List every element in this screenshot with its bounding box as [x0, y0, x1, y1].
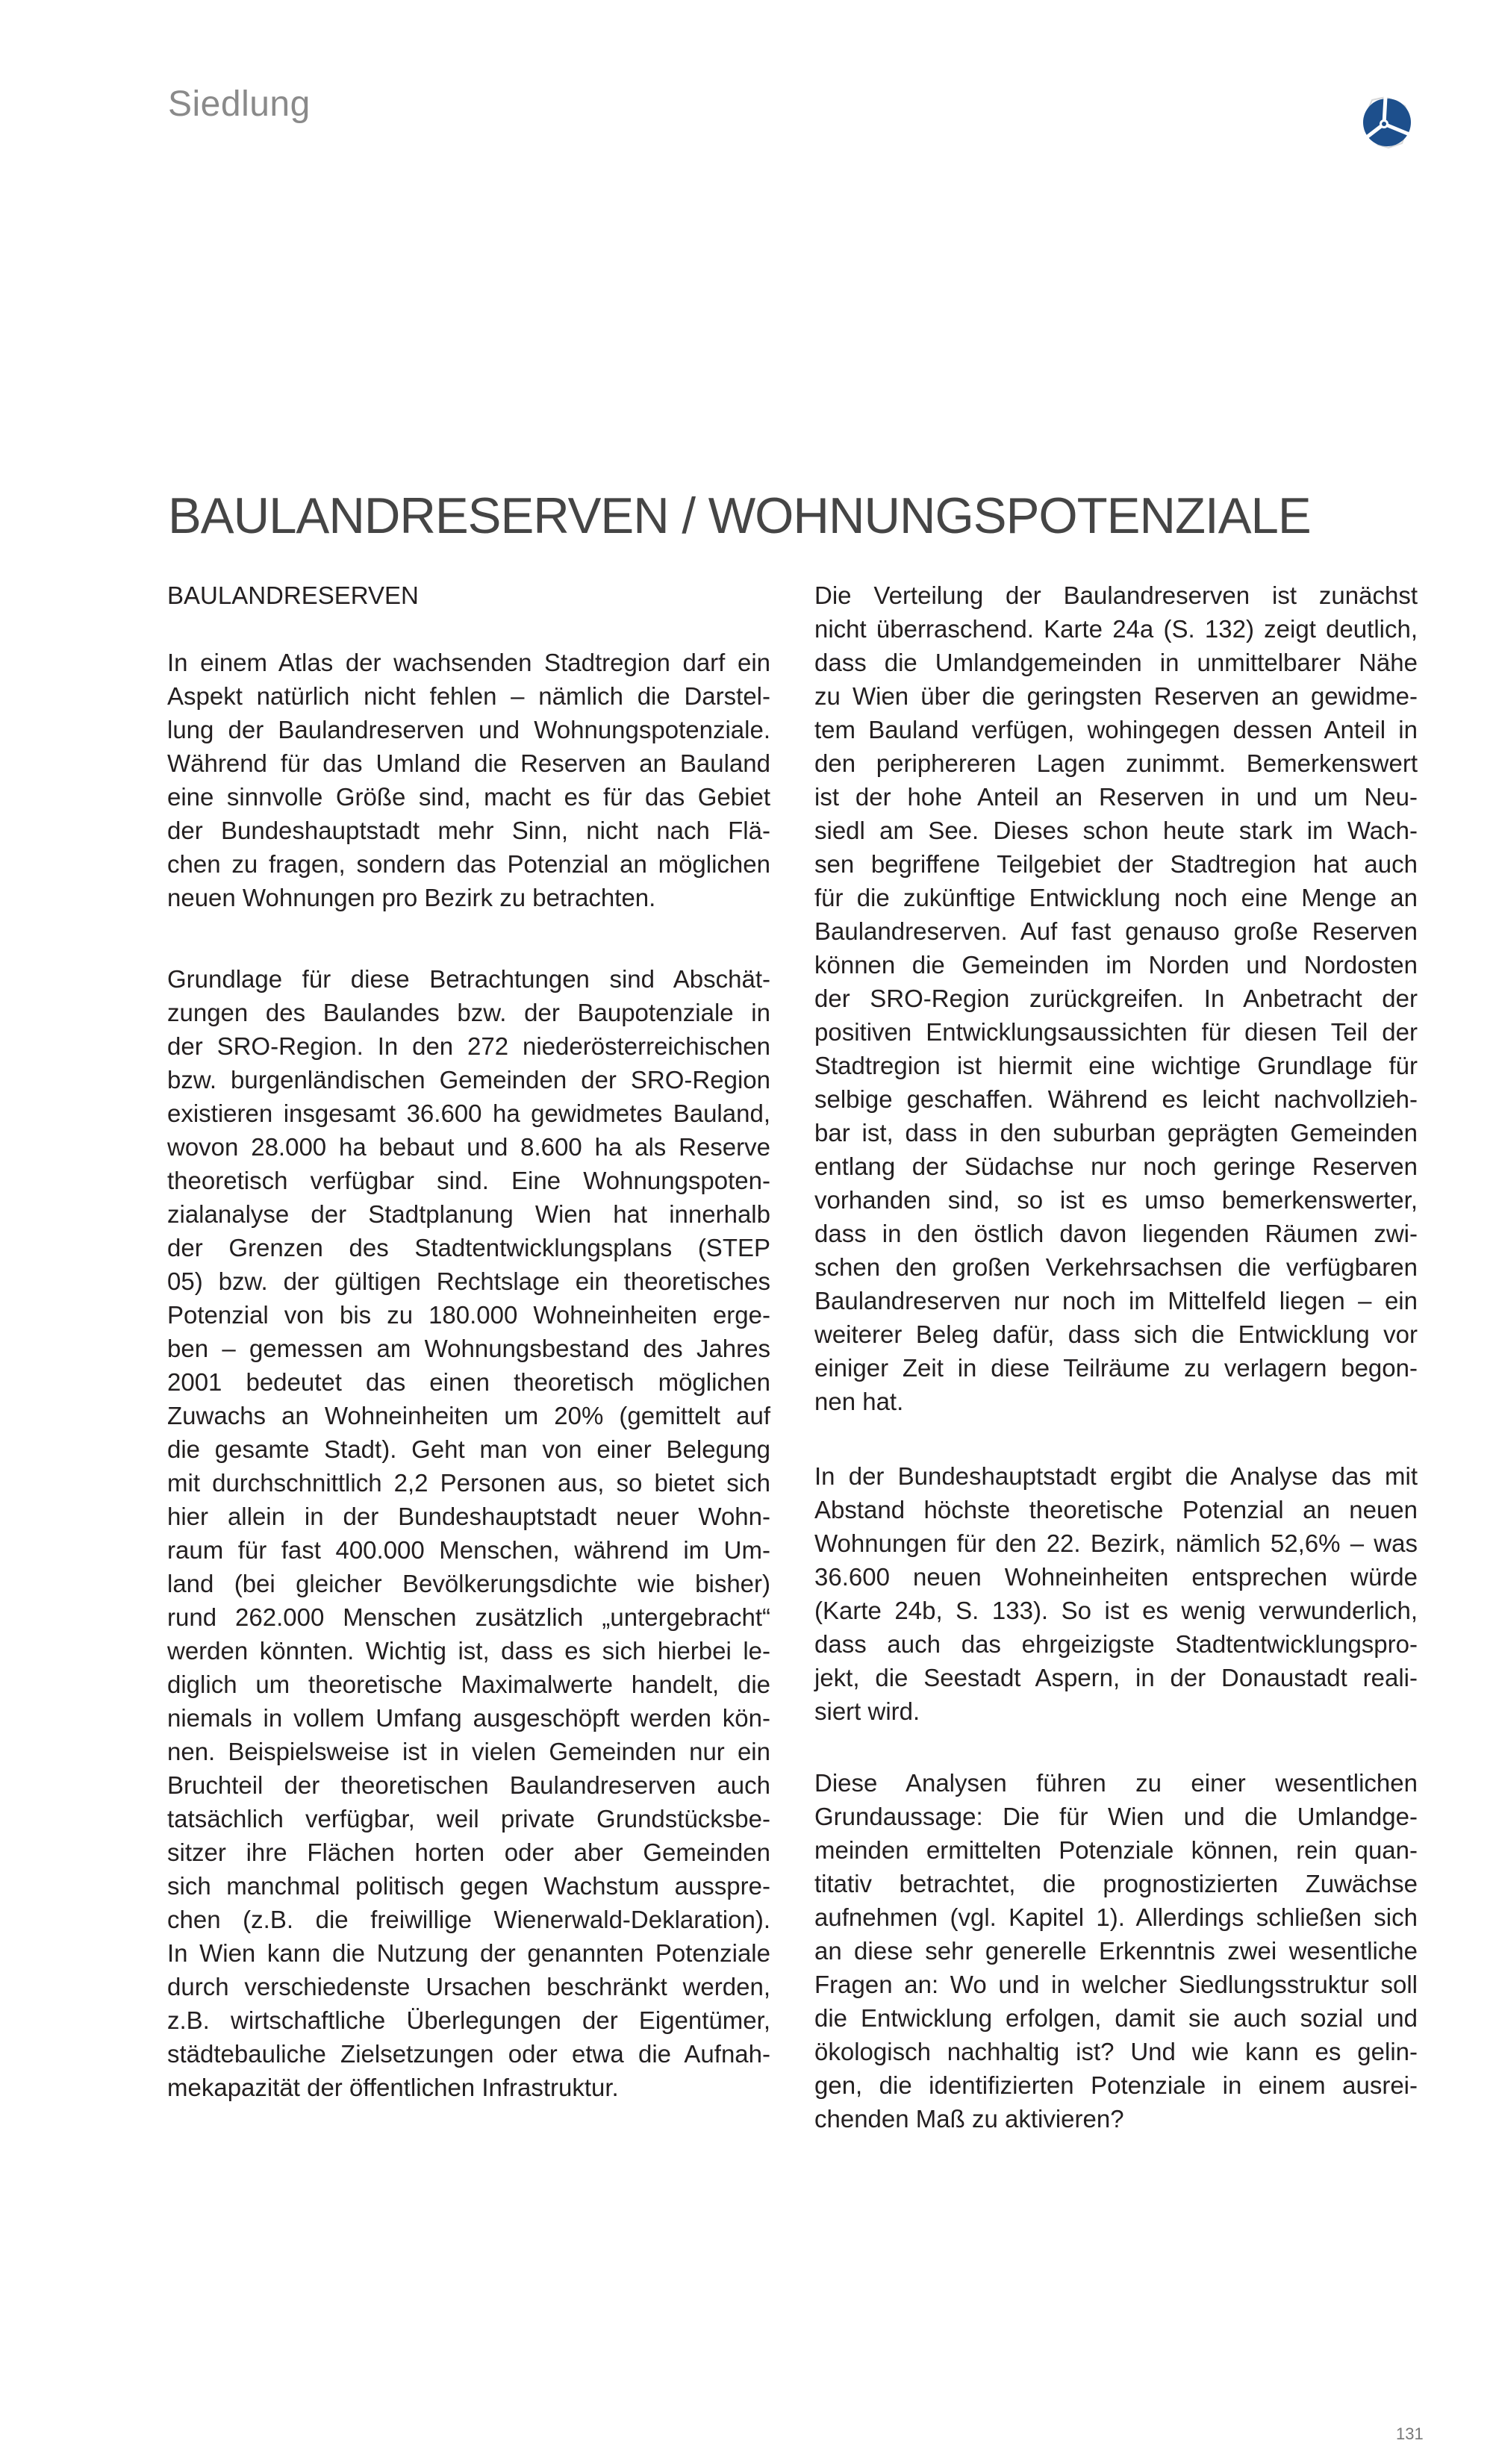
text-line: chenden Maß zu aktivieren?	[814, 2105, 1124, 2133]
section-label: Siedlung	[168, 84, 311, 124]
page-number: 131	[1396, 2424, 1424, 2443]
logo-icon	[1350, 84, 1424, 158]
text-line: durch verschiedenste Ursachen beschränkt werden,	[167, 1973, 770, 2000]
text-line: wovon 28.000 ha bebaut und 8.600 ha als Reserve	[167, 1133, 770, 1161]
text-line: schen den großen Verkehrsachsen die verfügbaren	[814, 1253, 1418, 1281]
text-line: mekapazität der öffentlichen Infrastruktur.	[167, 2074, 619, 2101]
text-line: der SRO-Region zurückgreifen. In Anbetracht der	[814, 985, 1418, 1012]
text-line: an diese sehr generelle Erkenntnis zwei wesentliche	[814, 1937, 1418, 1965]
text-line: Die Verteilung der Baulandreserven ist zunächst	[814, 581, 1418, 609]
text-line: Baulandreserven. Auf fast genauso große Reserven	[814, 917, 1418, 945]
text-line: nicht überraschend. Karte 24a (S. 132) zeigt deutlich,	[814, 615, 1418, 643]
text-line: Grundaussage: Die für Wien und die Umlandge-	[814, 1803, 1418, 1830]
paragraph	[814, 1459, 1418, 1728]
text-line: gen, die identifizierten Potenziale in einem ausrei-	[814, 2071, 1418, 2099]
text-line: (Karte 24b, S. 133). So ist es wenig verwunderlich,	[814, 1597, 1418, 1624]
text-line: Diese Analysen führen zu einer wesentlichen	[814, 1769, 1418, 1797]
text-line: dass in den östlich davon liegenden Räumen zwi-	[814, 1220, 1418, 1247]
text-line: dass die Umlandgemeinden in unmittelbarer Nähe	[814, 649, 1418, 676]
text-line: entlang der Südachse nur noch geringe Reserven	[814, 1153, 1418, 1180]
text-line: der Grenzen des Stadtentwicklungsplans (STEP	[167, 1234, 770, 1261]
text-line: Während für das Umland die Reserven an Bauland	[167, 749, 770, 777]
text-line: dass auch das ehrgeizigste Stadtentwicklungspro-	[814, 1630, 1418, 1658]
text-line: weiterer Beleg dafür, dass sich die Entwicklung vor	[814, 1320, 1418, 1348]
text-line: 05) bzw. der gültigen Rechtslage ein theoretisches	[167, 1267, 770, 1295]
text-line: der SRO-Region. In den 272 niederösterreichischen	[167, 1032, 770, 1060]
text-line: In einem Atlas der wachsenden Stadtregion darf ein	[167, 649, 770, 676]
text-line: lung der Baulandreserven und Wohnungspotenziale.	[167, 716, 770, 743]
text-line: 2001 bedeutet das einen theoretisch möglichen	[167, 1368, 770, 1396]
paragraph	[814, 578, 1418, 1418]
text-line: den periphereren Lagen zunimmt. Bemerkenswert	[814, 749, 1418, 777]
text-line: für die zukünftige Entwicklung noch eine Menge an	[814, 884, 1418, 911]
text-line: der Bundeshauptstadt mehr Sinn, nicht nach Flä-	[167, 817, 770, 844]
text-line: neuen Wohnungen pro Bezirk zu betrachten.	[167, 884, 656, 911]
text-line: zu Wien über die geringsten Reserven an gewidme-	[814, 682, 1418, 710]
text-line: sen begriffene Teilgebiet der Stadtregion hat auch	[814, 850, 1418, 878]
text-line: raum für fast 400.000 Menschen, während im Um-	[167, 1536, 770, 1564]
text-line: Bruchteil der theoretischen Baulandreserven auch	[167, 1771, 770, 1799]
text-line: die gesamte Stadt). Geht man von einer Belegung	[167, 1435, 770, 1463]
text-line: rund 262.000 Menschen zusätzlich „untergebracht“	[167, 1603, 770, 1631]
text-line: land (bei gleicher Bevölkerungsdichte wie bisher)	[167, 1570, 770, 1597]
text-line: theoretisch verfügbar sind. Eine Wohnungspoten-	[167, 1167, 770, 1194]
text-line: Grundlage für diese Betrachtungen sind Abschät-	[167, 965, 770, 993]
text-line: selbige geschaffen. Während es leicht nachvollzieh-	[814, 1085, 1418, 1113]
text-line: einiger Zeit in diese Teilräume zu verlagern begon-	[814, 1354, 1418, 1382]
text-line: bzw. burgenländischen Gemeinden der SRO-Region	[167, 1066, 770, 1094]
text-line: tem Bauland verfügen, wohingegen dessen Anteil in	[814, 716, 1418, 743]
text-line: In der Bundeshauptstadt ergibt die Analyse das mit	[814, 1462, 1418, 1490]
text-line: ist der hohe Anteil an Reserven in und um Neu-	[814, 783, 1418, 811]
text-line: niemals in vollem Umfang ausgeschöpft werden kön-	[167, 1704, 770, 1732]
text-line: meinden ermittelten Potenziale können, rein quan-	[814, 1836, 1418, 1864]
text-line: sitzer ihre Flächen horten oder aber Gemeinden	[167, 1838, 770, 1866]
text-line: siedl am See. Dieses schon heute stark im Wach-	[814, 817, 1418, 844]
paragraph	[167, 646, 770, 914]
paragraph	[814, 1766, 1418, 2136]
text-line: diglich um theoretische Maximalwerte handelt, die	[167, 1671, 770, 1698]
text-line: Baulandreserven nur noch im Mittelfeld liegen – ein	[814, 1287, 1418, 1314]
text-line: existieren insgesamt 36.600 ha gewidmetes Bauland,	[167, 1100, 770, 1127]
text-line: positiven Entwicklungsaussichten für diesen Teil der	[814, 1018, 1418, 1046]
paragraph	[167, 962, 770, 2104]
text-line: werden könnten. Wichtig ist, dass es sich hierbei le-	[167, 1637, 770, 1665]
text-line: eine sinnvolle Größe sind, macht es für das Gebiet	[167, 783, 770, 811]
text-line: siert wird.	[814, 1697, 920, 1725]
text-line: Zuwachs an Wohneinheiten um 20% (gemittelt auf	[167, 1402, 770, 1429]
text-line: mit durchschnittlich 2,2 Personen aus, so bietet sich	[167, 1469, 770, 1497]
text-line: jekt, die Seestadt Aspern, in der Donaustadt reali-	[814, 1664, 1418, 1691]
text-line: chen zu fragen, sondern das Potenzial an möglichen	[167, 850, 770, 878]
text-line: In Wien kann die Nutzung der genannten Potenziale	[167, 1939, 770, 1967]
text-line: Wohnungen für den 22. Bezirk, nämlich 52,6% – was	[814, 1529, 1418, 1557]
text-line: nen. Beispielsweise ist in vielen Gemeinden nur ein	[167, 1738, 770, 1765]
text-line: ökologisch nachhaltig ist? Und wie kann es gelin-	[814, 2038, 1418, 2065]
text-line: Potenzial von bis zu 180.000 Wohneinheiten erge-	[167, 1301, 770, 1329]
text-line: zialanalyse der Stadtplanung Wien hat innerhalb	[167, 1200, 770, 1228]
text-line: zungen des Baulandes bzw. der Baupotenziale in	[167, 999, 770, 1026]
text-line: bar ist, dass in den suburban geprägten Gemeinden	[814, 1119, 1418, 1147]
page-title: BAULANDRESERVEN / WOHNUNGSPOTENZIALE	[168, 487, 1311, 544]
text-line: Fragen an: Wo und in welcher Siedlungsstruktur soll	[814, 1971, 1418, 1998]
text-line: Stadtregion ist hiermit eine wichtige Grundlage für	[814, 1052, 1418, 1079]
text-line: sich manchmal politisch gegen Wachstum ausspre-	[167, 1872, 770, 1900]
text-line: 36.600 neuen Wohneinheiten entsprechen würde	[814, 1563, 1418, 1591]
text-line: tatsächlich verfügbar, weil private Grundstücksbe-	[167, 1805, 770, 1833]
text-line: chen (z.B. die freiwillige Wienerwald-Deklaration).	[167, 1906, 770, 1933]
text-line: hier allein in der Bundeshauptstadt neuer Wohn-	[167, 1503, 770, 1530]
text-line: nen hat.	[814, 1388, 904, 1415]
subheading: BAULANDRESERVEN	[167, 581, 419, 609]
text-line: titativ betrachtet, die prognostizierten Zuwächse	[814, 1870, 1418, 1897]
text-line: vorhanden sind, so ist es umso bemerkenswerter,	[814, 1186, 1418, 1214]
text-line: Aspekt natürlich nicht fehlen – nämlich die Darstel-	[167, 682, 770, 710]
text-line: die Entwicklung erfolgen, damit sie auch sozial und	[814, 2004, 1418, 2032]
text-line: städtebauliche Zielsetzungen oder etwa die Aufnah-	[167, 2040, 770, 2068]
text-line: können die Gemeinden im Norden und Nordosten	[814, 951, 1418, 979]
text-line: aufnehmen (vgl. Kapitel 1). Allerdings schließen sich	[814, 1903, 1418, 1931]
text-line: ben – gemessen am Wohnungsbestand des Jahres	[167, 1335, 770, 1362]
text-line: Abstand höchste theoretische Potenzial an neuen	[814, 1496, 1418, 1523]
text-line: z.B. wirtschaftliche Überlegungen der Eigentümer,	[167, 2006, 770, 2034]
